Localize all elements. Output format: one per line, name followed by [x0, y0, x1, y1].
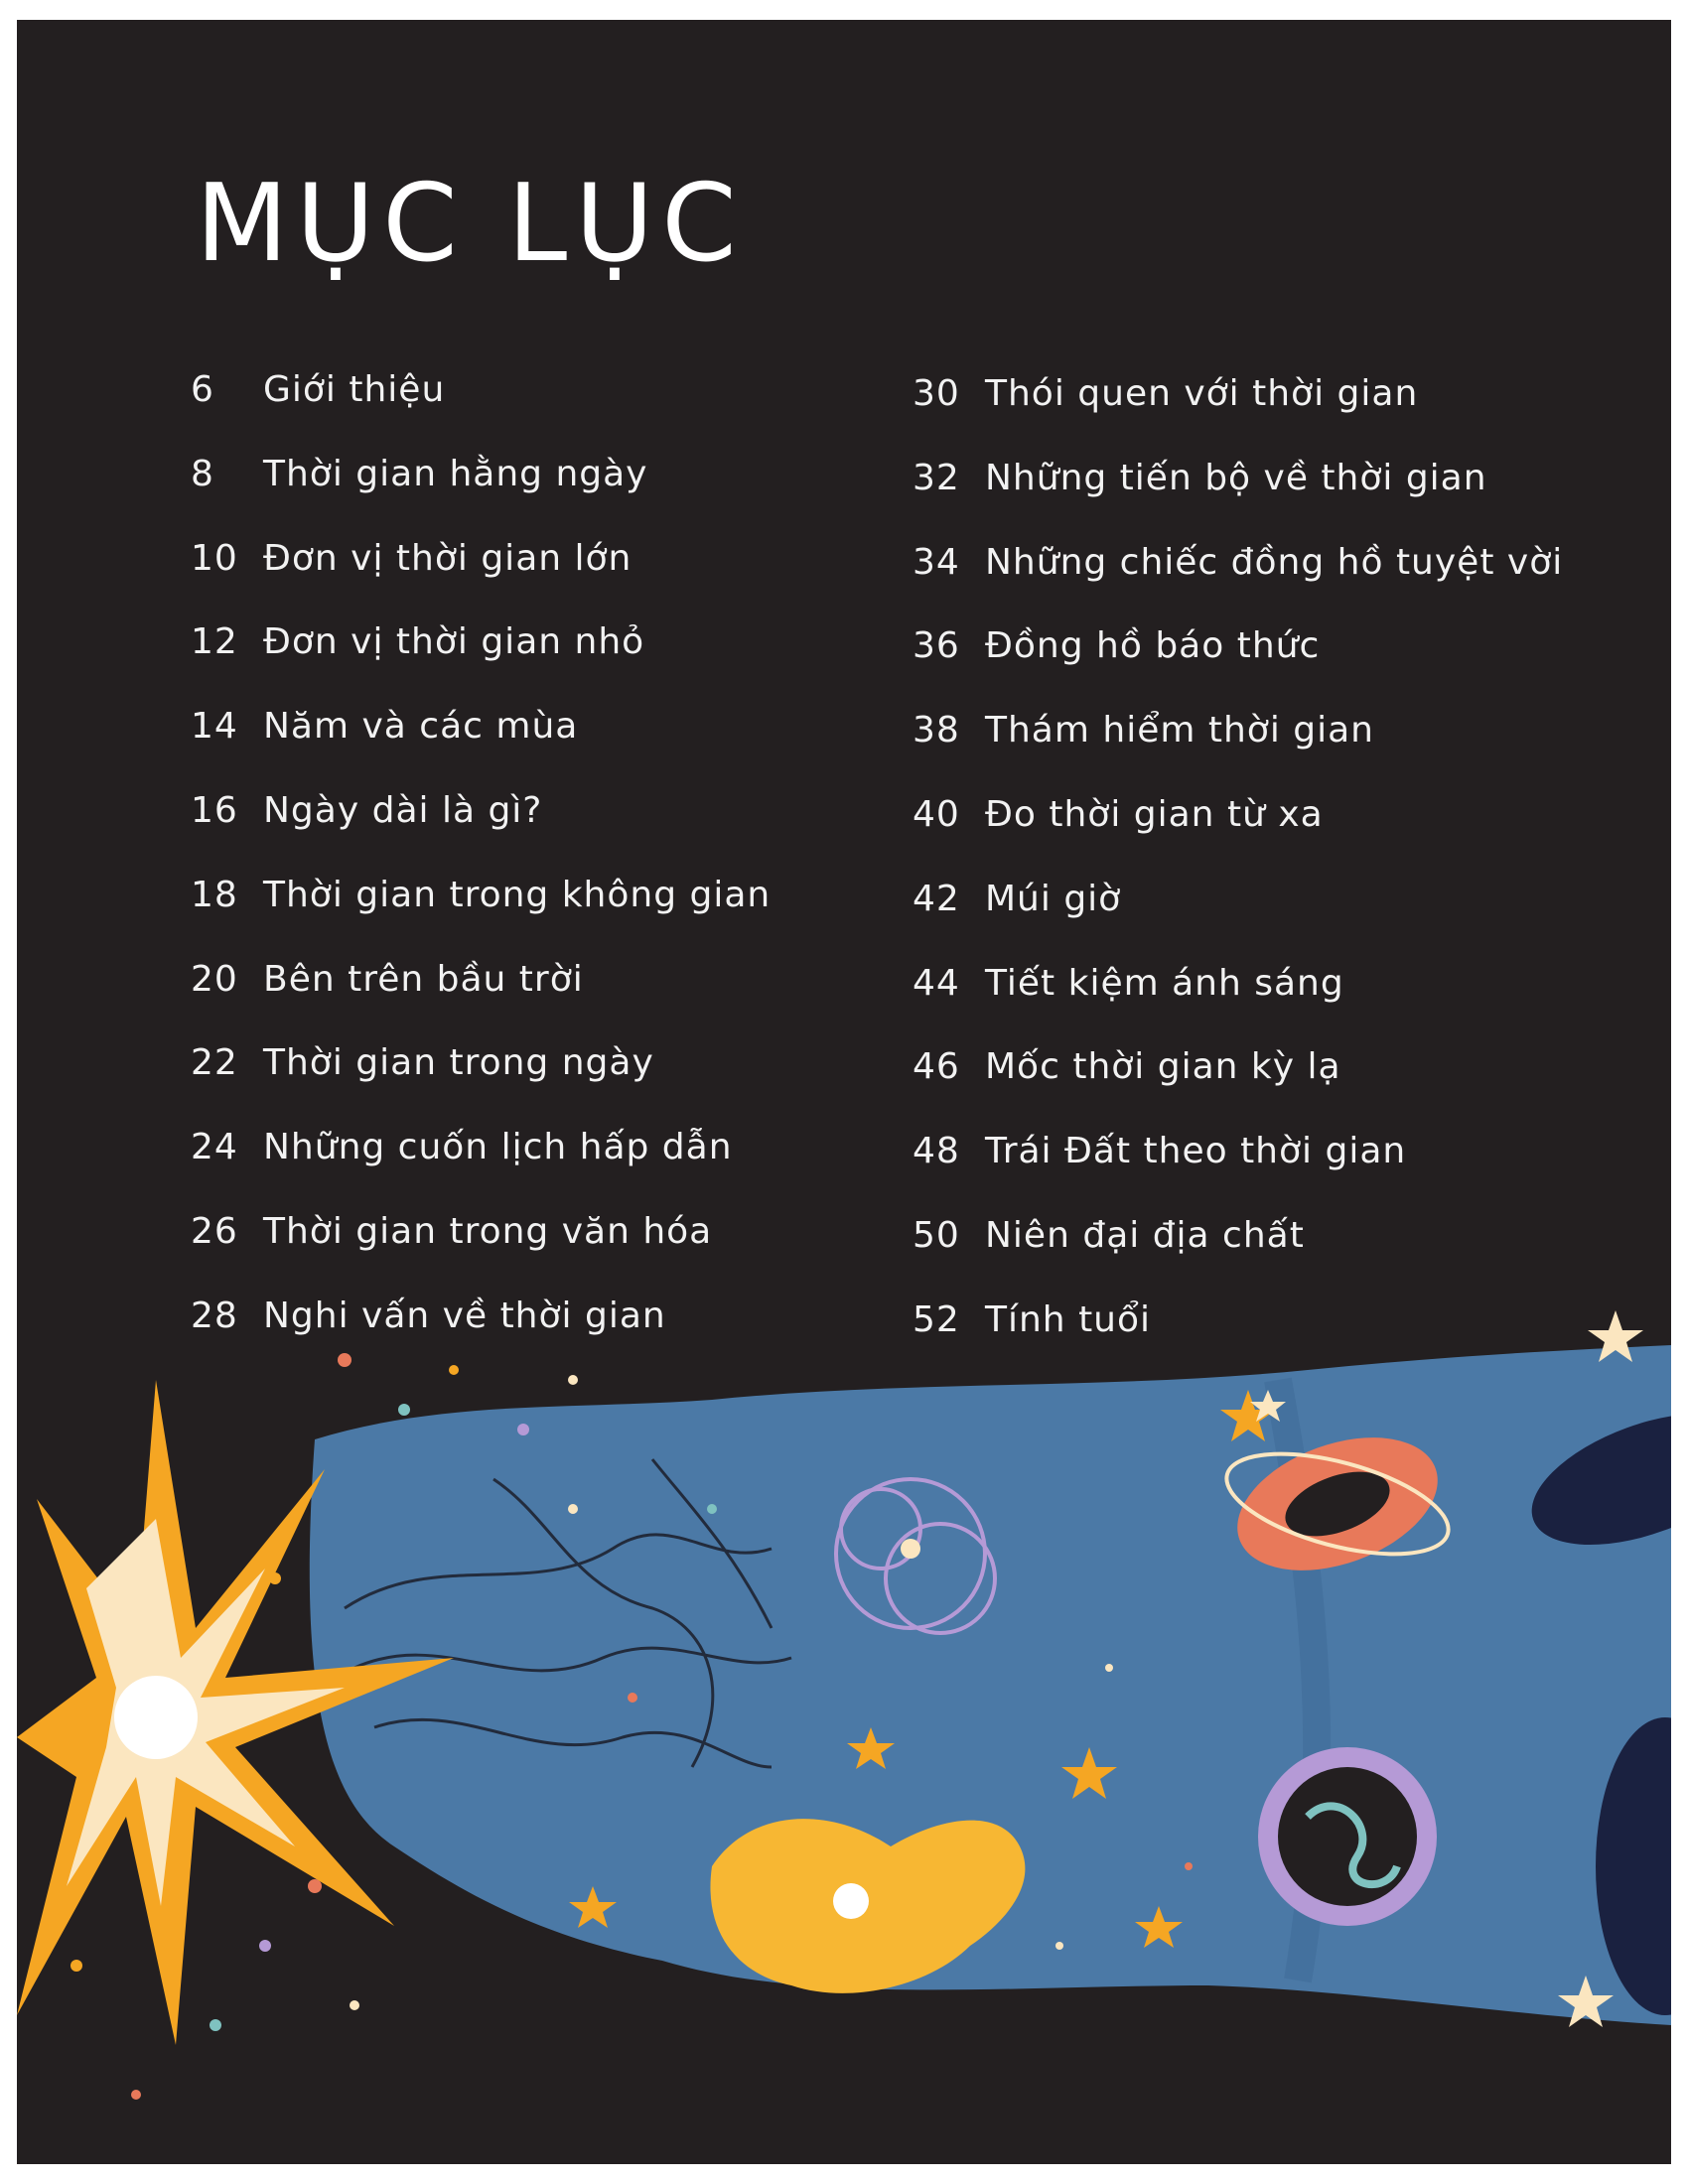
- toc-entry[interactable]: [191, 1127, 771, 1211]
- toc-entry[interactable]: [191, 706, 771, 790]
- toc-page-number: 52: [913, 1298, 960, 1340]
- cosmic-illustration: [17, 1251, 1671, 2164]
- toc-entry[interactable]: [913, 794, 1563, 879]
- toc-page-number: 24: [191, 1127, 238, 1168]
- toc-page-number: 8: [191, 453, 214, 494]
- toc-entry[interactable]: [913, 710, 1563, 794]
- toc-page-number: 28: [191, 1295, 238, 1336]
- toc-entry-label: Thời gian trong không gian: [263, 874, 772, 915]
- toc-column-left: [191, 369, 771, 1380]
- toc-entry-label: Múi giờ: [985, 878, 1122, 919]
- toc-page-number: 6: [191, 369, 214, 410]
- toc-page-number: 14: [191, 706, 238, 748]
- toc-entry[interactable]: [913, 963, 1563, 1047]
- toc-entry[interactable]: [191, 875, 771, 959]
- toc-page-number: 38: [913, 710, 960, 751]
- toc-page-number: 40: [913, 793, 960, 835]
- toc-entry-label: Những chiếc đồng hồ tuyệt vời: [985, 541, 1564, 583]
- toc-entry[interactable]: [191, 790, 771, 875]
- toc-page-number: 42: [913, 878, 960, 919]
- toc-entry[interactable]: [191, 454, 771, 538]
- toc-entry-label: Nghi vấn về thời gian: [263, 1295, 666, 1336]
- round-galaxy: [1258, 1747, 1437, 1926]
- page-title: MỤC LỤC: [196, 162, 745, 286]
- toc-page-number: 30: [913, 373, 960, 414]
- toc-entry-label: Thói quen với thời gian: [985, 373, 1419, 414]
- toc-entry-label: Tiết kiệm ánh sáng: [985, 962, 1344, 1004]
- toc-entry-label: Những tiến bộ về thời gian: [985, 457, 1487, 498]
- toc-entry-label: Đo thời gian từ xa: [985, 793, 1324, 835]
- toc-page-number: 48: [913, 1131, 960, 1172]
- toc-entry[interactable]: [191, 369, 771, 454]
- toc-entry-label: Năm và các mùa: [263, 706, 579, 748]
- toc-entry[interactable]: [913, 1131, 1563, 1215]
- toc-entry[interactable]: [191, 1042, 771, 1127]
- toc-entry-label: Thời gian trong văn hóa: [263, 1210, 713, 1252]
- toc-page-number: 22: [191, 1042, 238, 1084]
- toc-entry-label: Thời gian trong ngày: [263, 1042, 654, 1084]
- toc-entry[interactable]: [191, 959, 771, 1043]
- toc-entry-label: Đơn vị thời gian lớn: [263, 537, 633, 579]
- toc-page-number: 50: [913, 1214, 960, 1256]
- toc-page-number: 34: [913, 541, 960, 583]
- toc-entry-label: Tính tuổi: [985, 1298, 1152, 1340]
- toc-entry[interactable]: [913, 1046, 1563, 1131]
- toc-entry-label: Niên đại địa chất: [985, 1214, 1305, 1256]
- toc-page-number: 46: [913, 1046, 960, 1088]
- toc-page-number: 44: [913, 962, 960, 1004]
- toc-entry-label: Những cuốn lịch hấp dẫn: [263, 1127, 733, 1168]
- toc-page-number: 16: [191, 789, 238, 831]
- toc-entry-label: Giới thiệu: [263, 369, 446, 410]
- toc-entry[interactable]: [913, 625, 1563, 710]
- toc-entry-label: Đồng hồ báo thức: [985, 625, 1321, 667]
- toc-page-number: 36: [913, 625, 960, 667]
- toc-entry[interactable]: [191, 621, 771, 706]
- toc-page: [17, 20, 1671, 2164]
- toc-entry[interactable]: [913, 458, 1563, 542]
- toc-page-number: 10: [191, 537, 238, 579]
- toc-entry-label: Ngày dài là gì?: [263, 789, 543, 831]
- toc-entry[interactable]: [913, 879, 1563, 963]
- toc-page-number: 12: [191, 621, 238, 663]
- toc-entry-label: Trái Đất theo thời gian: [985, 1131, 1407, 1172]
- toc-page-number: 26: [191, 1210, 238, 1252]
- toc-entry[interactable]: [191, 538, 771, 622]
- toc-entry-label: Thời gian hằng ngày: [263, 453, 648, 494]
- toc-page-number: 18: [191, 874, 238, 915]
- toc-entry-label: Thám hiểm thời gian: [985, 710, 1374, 751]
- toc-entry[interactable]: [913, 373, 1563, 458]
- toc-page-number: 32: [913, 457, 960, 498]
- toc-entry-label: Đơn vị thời gian nhỏ: [263, 621, 645, 663]
- toc-entry[interactable]: [913, 542, 1563, 626]
- toc-page-number: 20: [191, 958, 238, 1000]
- toc-entry-label: Mốc thời gian kỳ lạ: [985, 1046, 1341, 1088]
- toc-column-right: [913, 373, 1563, 1384]
- toc-entry-label: Bên trên bầu trời: [263, 958, 584, 1000]
